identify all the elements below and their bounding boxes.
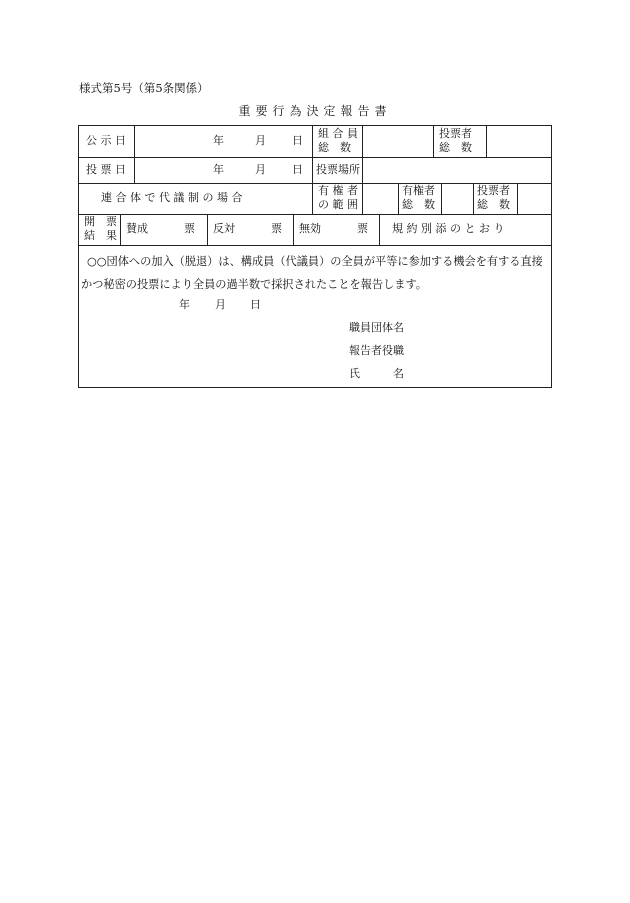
vote-place-label-cell — [313, 157, 363, 183]
per-rules-note: 規 約 別 添 の と お り — [392, 222, 505, 235]
voters-total-label-line2: 総 数 — [439, 141, 472, 154]
federation-voters-total-label-line1: 投票者 — [477, 184, 510, 197]
org-name-label: 職員団体名 — [349, 321, 404, 334]
invalid-label: 無効 — [299, 222, 321, 235]
vote-day-date-cell[interactable] — [135, 157, 313, 183]
invalid-cell[interactable] — [294, 214, 380, 245]
voters-total-label-line1: 投票者 — [439, 127, 472, 140]
federation-voters-total-value-cell[interactable] — [518, 183, 551, 214]
reporter-name-label: 氏 名 — [349, 367, 404, 380]
members-total-label-cell — [313, 126, 363, 157]
members-total-label-line1: 組 合 員 — [318, 127, 358, 140]
report-date-month-unit: 月 — [215, 298, 226, 311]
report-date-day-unit: 日 — [250, 298, 261, 311]
vote-result-label-line2: 結 果 — [84, 229, 117, 242]
row-vote-result — [79, 214, 551, 246]
reporter-title-label: 報告者役職 — [349, 344, 404, 357]
eligible-total-label-line2: 総 数 — [402, 198, 435, 211]
eligible-total-label-cell — [399, 183, 442, 214]
voters-total-label-cell — [434, 126, 487, 157]
report-form-table — [78, 125, 552, 388]
date-month-unit: 月 — [255, 134, 266, 147]
federation-voters-total-label-cell — [474, 183, 518, 214]
statement-area — [79, 245, 551, 387]
oppose-unit: 票 — [271, 222, 282, 235]
federation-voters-total-label-line2: 総 数 — [477, 198, 510, 211]
voters-total-value-cell[interactable] — [487, 126, 551, 157]
row-public-day — [79, 126, 551, 158]
report-date-year-unit: 年 — [179, 298, 190, 311]
eligible-range-label-cell — [313, 183, 363, 214]
approve-label: 賛成 — [126, 222, 148, 235]
oppose-cell[interactable] — [208, 214, 294, 245]
vote-result-label-line1: 開 票 — [84, 215, 117, 228]
eligible-range-label-line1: 有 権 者 — [318, 184, 358, 197]
date-day-unit: 日 — [292, 134, 303, 147]
public-day-label: 公 示 日 — [86, 134, 126, 147]
row-vote-day — [79, 157, 551, 184]
per-rules-cell — [380, 214, 551, 245]
eligible-range-value-cell[interactable] — [363, 183, 399, 214]
statement-line-1: ○○団体への加入（脱退）は、構成員（代議員）の全員が平等に参加する機会を有する直接 — [87, 255, 543, 268]
federation-label-cell — [79, 183, 313, 214]
vote-place-value-cell[interactable] — [363, 157, 551, 183]
date-year-unit: 年 — [213, 134, 224, 147]
eligible-total-label-line1: 有権者 — [402, 184, 435, 197]
eligible-total-value-cell[interactable] — [442, 183, 474, 214]
row-federation — [79, 183, 551, 215]
vote-result-label-cell — [79, 214, 121, 245]
members-total-label-line2: 総 数 — [318, 141, 351, 154]
vote-date-month-unit: 月 — [255, 163, 266, 176]
vote-date-day-unit: 日 — [292, 163, 303, 176]
public-day-date-cell[interactable] — [135, 126, 313, 157]
statement-line-2: かつ秘密の投票により全員の過半数で採択されたことを報告します。 — [81, 278, 427, 291]
vote-date-year-unit: 年 — [213, 163, 224, 176]
members-total-value-cell[interactable] — [363, 126, 434, 157]
approve-unit: 票 — [184, 222, 195, 235]
vote-day-label: 投 票 日 — [86, 163, 126, 176]
form-number: 様式第5号（第5条関係） — [79, 81, 209, 95]
public-day-label-cell — [79, 126, 135, 157]
approve-cell[interactable] — [121, 214, 208, 245]
eligible-range-label-line2: の 範 囲 — [318, 198, 358, 211]
vote-day-label-cell — [79, 157, 135, 183]
vote-place-label: 投票場所 — [316, 163, 360, 176]
invalid-unit: 票 — [357, 222, 368, 235]
oppose-label: 反対 — [213, 222, 235, 235]
document-title: 重要行為決定報告書 — [238, 104, 392, 118]
federation-label: 連 合 体 で 代 議 制 の 場 合 — [101, 191, 243, 204]
